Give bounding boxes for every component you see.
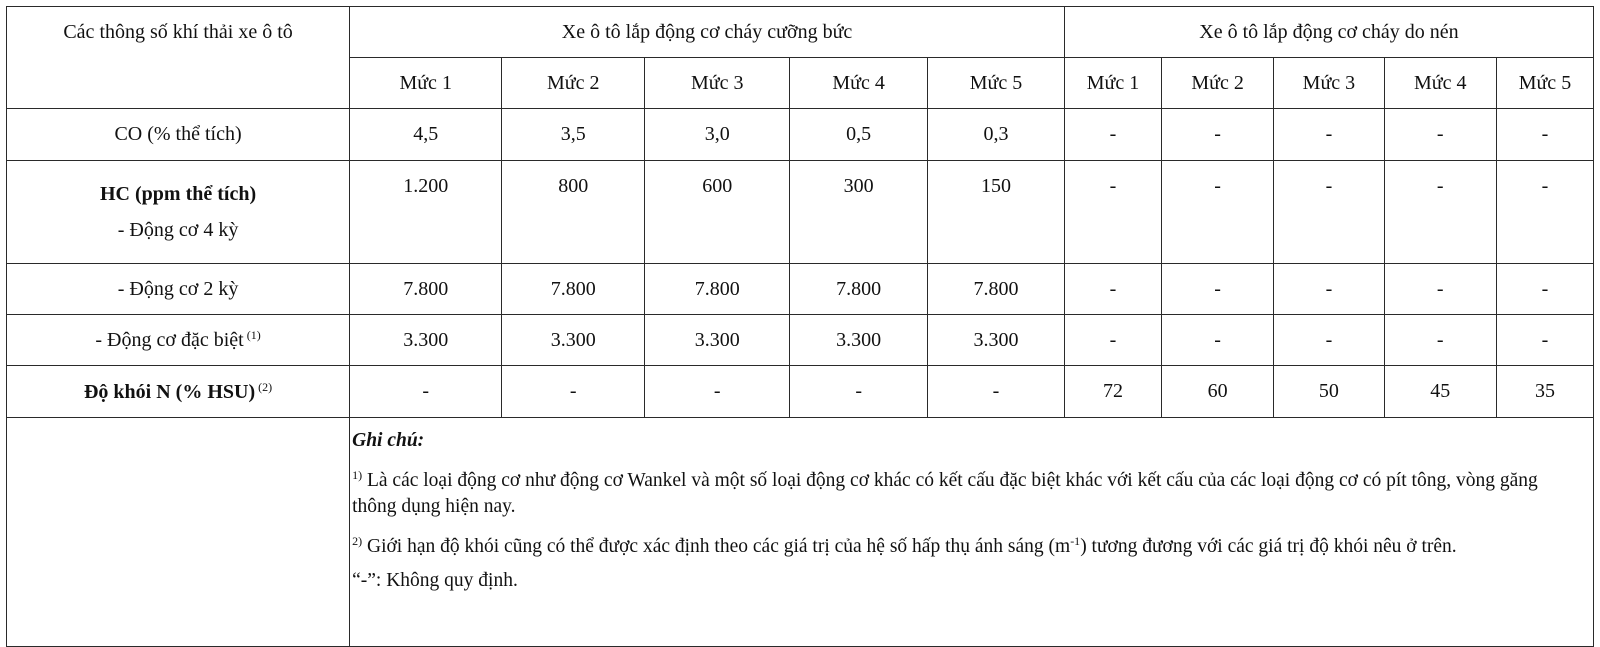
footnote-marker: (2) bbox=[258, 379, 273, 394]
table-cell: - bbox=[1384, 161, 1496, 264]
table-cell: 3.300 bbox=[645, 315, 790, 366]
header-row bbox=[7, 7, 1594, 58]
table-cell: - bbox=[1384, 264, 1496, 315]
notes-title: Ghi chú: bbox=[352, 430, 425, 451]
table-cell: - bbox=[1064, 264, 1161, 315]
table-cell: 7.800 bbox=[928, 264, 1065, 315]
table-cell: - bbox=[1496, 109, 1593, 161]
note-1-text: Là các loại động cơ như động cơ Wankel và một số loại động cơ khác có kết cấu đặc biệt khác với kết cấu của các loại động cơ có pít tông, vòng găng thông dụng hiện nay. bbox=[352, 470, 1538, 517]
notes-row bbox=[7, 418, 1594, 647]
table-cell: 7.800 bbox=[790, 264, 928, 315]
row-label-special-cell bbox=[7, 315, 350, 366]
table-row-two-stroke bbox=[7, 264, 1594, 315]
note-1 bbox=[352, 462, 1585, 520]
level-header: Mức 4 bbox=[790, 58, 928, 109]
table-cell: 7.800 bbox=[645, 264, 790, 315]
row-label-two-stroke: - Động cơ 2 kỳ bbox=[7, 264, 350, 315]
table-cell: - bbox=[350, 366, 502, 418]
emission-limits-table bbox=[6, 6, 1594, 647]
note-2-text-a: Giới hạn độ khói cũng có thể được xác định theo các giá trị của hệ số hấp thụ ánh sáng (m bbox=[362, 536, 1071, 557]
table-row-smoke bbox=[7, 366, 1594, 418]
table-cell: - bbox=[1064, 161, 1161, 264]
table-row-special-engine bbox=[7, 315, 1594, 366]
level-header: Mức 3 bbox=[1274, 58, 1384, 109]
table-cell: 7.800 bbox=[502, 264, 645, 315]
notes-cell bbox=[350, 418, 1594, 647]
table-cell: 300 bbox=[790, 161, 928, 264]
table-cell: - bbox=[1274, 109, 1384, 161]
table-cell: - bbox=[790, 366, 928, 418]
level-header: Mức 4 bbox=[1384, 58, 1496, 109]
level-header: Mức 2 bbox=[502, 58, 645, 109]
param-header: Các thông số khí thải xe ô tô bbox=[63, 21, 293, 43]
row-label-co: CO (% thể tích) bbox=[7, 109, 350, 161]
table-cell: 35 bbox=[1496, 366, 1593, 418]
level-header: Mức 2 bbox=[1161, 58, 1273, 109]
table-cell: 1.200 bbox=[350, 161, 502, 264]
table-cell: 4,5 bbox=[350, 109, 502, 161]
table-cell: - bbox=[1161, 264, 1273, 315]
level-header: Mức 5 bbox=[1496, 58, 1593, 109]
table-cell: 3.300 bbox=[790, 315, 928, 366]
table-cell: - bbox=[502, 366, 645, 418]
table-cell: - bbox=[1064, 109, 1161, 161]
table-cell: 3.300 bbox=[928, 315, 1065, 366]
table-row-hc bbox=[7, 161, 1594, 264]
table-cell: 3.300 bbox=[350, 315, 502, 366]
table-cell: 0,3 bbox=[928, 109, 1065, 161]
notes-empty-cell bbox=[7, 418, 350, 647]
table-cell: 50 bbox=[1274, 366, 1384, 418]
table-cell: - bbox=[1161, 161, 1273, 264]
table-cell: - bbox=[1384, 315, 1496, 366]
table-cell: 3,0 bbox=[645, 109, 790, 161]
row-label-hc: HC (ppm thể tích) bbox=[100, 183, 257, 205]
table-cell: 800 bbox=[502, 161, 645, 264]
table-cell: 3.300 bbox=[502, 315, 645, 366]
group-header-spark-ignition: Xe ô tô lắp động cơ cháy cưỡng bức bbox=[350, 7, 1065, 58]
table-cell: - bbox=[1161, 315, 1273, 366]
table-cell: 0,5 bbox=[790, 109, 928, 161]
note-2-text-b: ) tương đương với các giá trị độ khói nêu ở trên. bbox=[1080, 536, 1457, 557]
table-cell: 7.800 bbox=[350, 264, 502, 315]
table-cell: - bbox=[1274, 315, 1384, 366]
row-label-smoke-cell bbox=[7, 366, 350, 418]
row-label-smoke: Độ khói N (% HSU) bbox=[83, 380, 256, 403]
level-header: Mức 1 bbox=[350, 58, 502, 109]
table-cell: - bbox=[1496, 161, 1593, 264]
note-2-marker: 2) bbox=[352, 534, 363, 548]
row-label-hc-cell bbox=[7, 161, 350, 264]
table-cell: - bbox=[1064, 315, 1161, 366]
group-header-compression-ignition: Xe ô tô lắp động cơ cháy do nén bbox=[1064, 7, 1593, 58]
note-2 bbox=[352, 528, 1585, 560]
table-cell: 45 bbox=[1384, 366, 1496, 418]
table-cell: - bbox=[1274, 161, 1384, 264]
table-cell: 150 bbox=[928, 161, 1065, 264]
footnote-marker: (1) bbox=[246, 328, 261, 342]
level-header: Mức 3 bbox=[645, 58, 790, 109]
row-sublabel-four-stroke: - Động cơ 4 kỳ bbox=[117, 219, 239, 241]
table-cell: 3,5 bbox=[502, 109, 645, 161]
table-cell: 600 bbox=[645, 161, 790, 264]
table-cell: - bbox=[928, 366, 1065, 418]
table-cell: 60 bbox=[1161, 366, 1273, 418]
level-header: Mức 5 bbox=[928, 58, 1065, 109]
level-header: Mức 1 bbox=[1064, 58, 1161, 109]
table-cell: - bbox=[1496, 264, 1593, 315]
table-cell: - bbox=[1496, 315, 1593, 366]
table-row-co bbox=[7, 109, 1594, 161]
note-3: “-”: Không quy định. bbox=[352, 570, 518, 591]
param-header-cell bbox=[7, 7, 350, 109]
note-2-exponent: -1 bbox=[1070, 534, 1081, 548]
table-cell: - bbox=[645, 366, 790, 418]
table-cell: - bbox=[1274, 264, 1384, 315]
table-cell: - bbox=[1161, 109, 1273, 161]
table-cell: 72 bbox=[1064, 366, 1161, 418]
table-cell: - bbox=[1384, 109, 1496, 161]
note-1-marker: 1) bbox=[352, 468, 363, 482]
row-label-special: - Động cơ đặc biệt bbox=[95, 329, 244, 351]
